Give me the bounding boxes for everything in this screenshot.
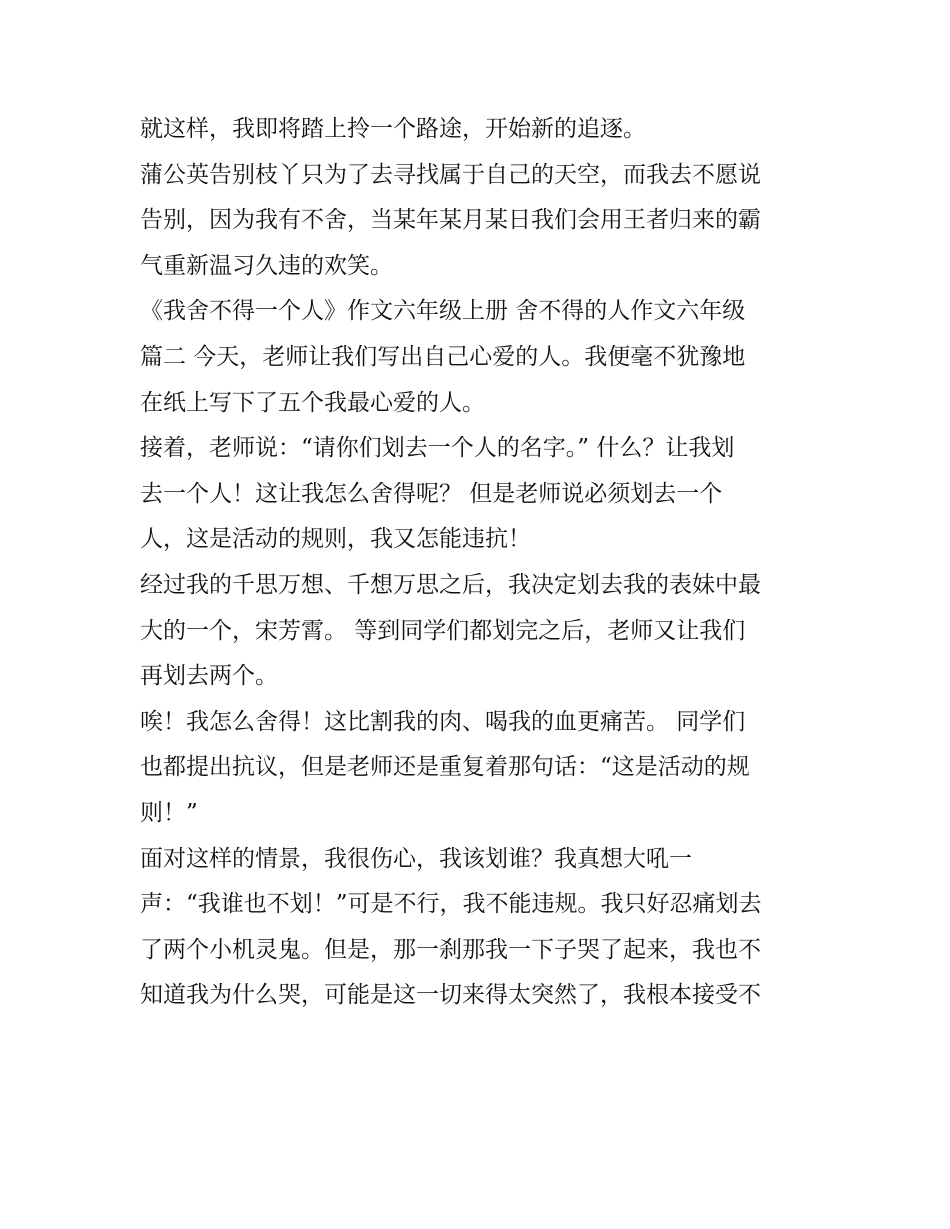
text-line: 唉！我怎么舍得！这比割我的肉、喝我的血更痛苦。 同学们 <box>140 708 746 735</box>
document-body <box>140 107 830 1019</box>
text-line: 则！” <box>140 799 198 826</box>
text-line: 在纸上写下了五个我最心爱的人。 <box>140 389 485 416</box>
text-line: 就这样，我即将踏上拎一个路途，开始新的追逐。 <box>140 116 646 142</box>
text-line: 面对这样的情景，我很伤心，我该划谁？我真想大吼一 <box>140 845 692 872</box>
text-line: 篇二 今天，老师让我们写出自己心爱的人。我便毫不犹豫地 <box>140 343 746 370</box>
text-line: 接着，老师说：“请你们划去一个人的名字。” 什么？让我划 <box>140 435 735 462</box>
text-line: 经过我的千思万想、千想万思之后，我决定划去我的表妹中最 <box>140 571 761 598</box>
text-line: 气重新温习久违的欢笑。 <box>140 252 393 279</box>
text-line: 《我舍不得一个人》作文六年级上册 舍不得的人作文六年级 <box>140 298 746 325</box>
text-line: 告别，因为我有不舍，当某年某月某日我们会用王者归来的霸 <box>140 207 761 234</box>
text-line: 去一个人！这让我怎么舍得呢？ 但是老师说必须划去一个 <box>140 480 723 507</box>
text-line: 了两个小机灵鬼。但是，那一刹那我一下子哭了起来，我也不 <box>140 936 761 963</box>
text-line: 声：“我谁也不划！”可是不行，我不能违规。我只好忍痛划去 <box>140 891 762 918</box>
text-line: 知道我为什么哭，可能是这一切来得太突然了，我根本接受不 <box>140 982 761 1009</box>
text-line: 蒲公英告别枝丫只为了去寻找属于自己的天空，而我去不愿说 <box>140 161 761 188</box>
text-line: 再划去两个。 <box>140 663 278 690</box>
text-line: 也都提出抗议，但是老师还是重复着那句话：“这是活动的规 <box>140 754 750 781</box>
text-line: 人，这是活动的规则，我又怎能违抗！ <box>140 526 531 553</box>
text-line: 大的一个，宋芳霄。 等到同学们都划完之后，老师又让我们 <box>140 617 746 644</box>
